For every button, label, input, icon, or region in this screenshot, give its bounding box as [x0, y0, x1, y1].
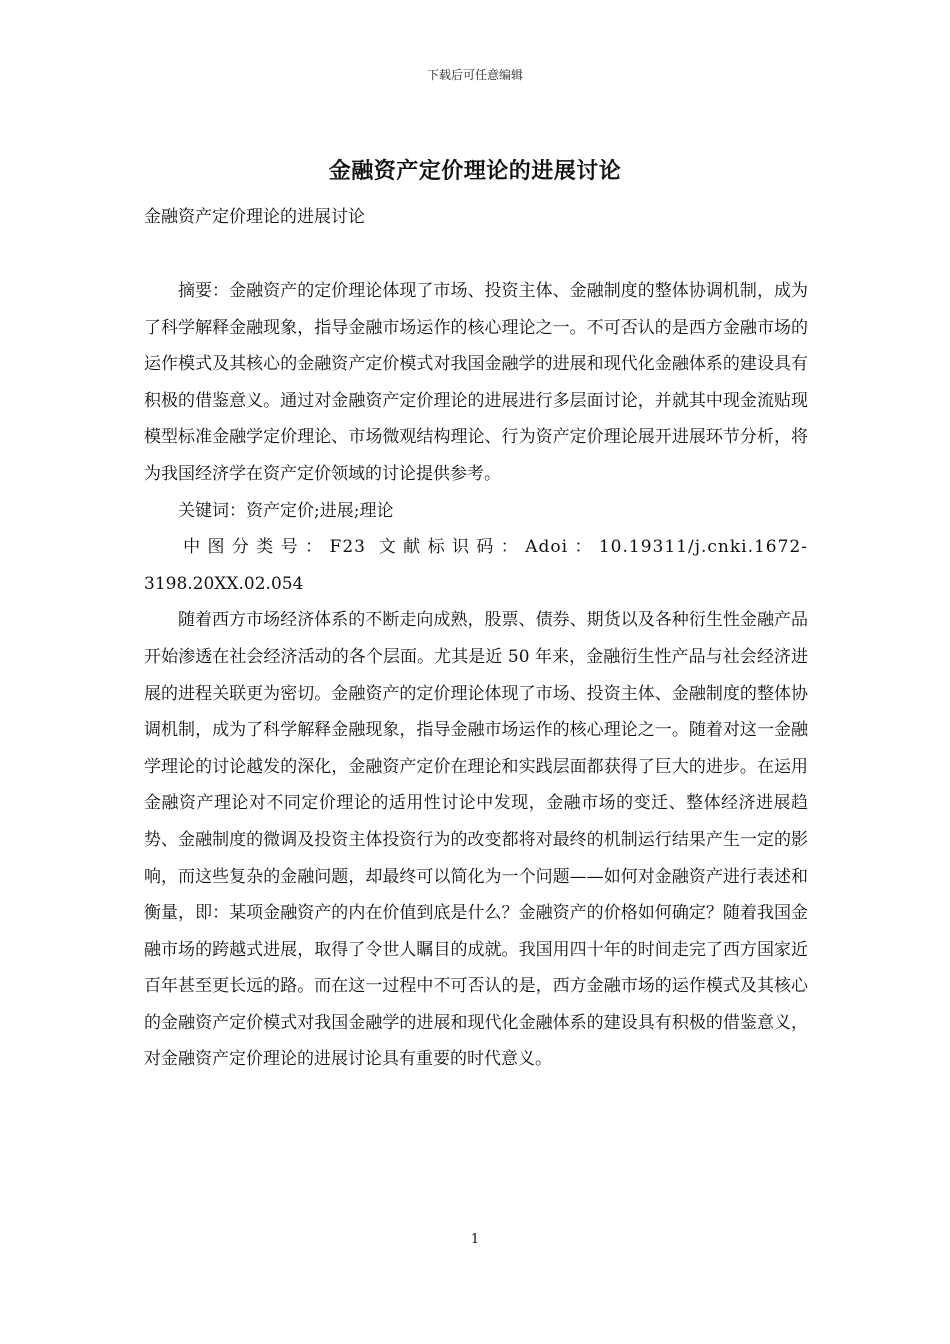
- keywords-line: 关键词：资产定价;进展;理论: [178, 500, 394, 521]
- body-text: [144, 273, 808, 1078]
- body-paragraph: 随着西方市场经济体系的不断走向成熟，股票、债券、期货以及各种衍生性金融产品开始渗透在社会经济活动的各个层面。尤其是近 50 年来，金融衍生性产品与社会经济进展的进程关联更为密切。金融资产的定价理论体现了市场、投资主体、金融制度的整体协调机制，成为了科学解释金融现象，指导金融市场运作的核心理论之一。随着对这一金融学理论的讨论越发的深化，金融资产定价在理论和实践层面都获得了巨大的进步。在运用金融资产理论对不同定价理论的适用性讨论中发现，金融市场的变迁、整体经济进展趋势、金融制度的微调及投资主体投资行为的改变都将对最终的机制运行结果产生一定的影响，而这些复杂的金融问题，却最终可以简化为一个问题——如何对金融资产进行表述和衡量，即：某项金融资产的内在价值到底是什么？金融资产的价格如何确定？随着我国金融市场的跨越式进展，取得了令世人瞩目的成就。我国用四十年的时间走完了西方国家近百年甚至更长远的路。而在这一过程中不可否认的是，西方金融市场的运作模式及其核心的金融资产定价模式对我国金融学的进展和现代化金融体系的建设具有积极的借鉴意义，对金融资产定价理论的进展讨论具有重要的时代意义。: [144, 610, 808, 1070]
- subtitle: 金融资产定价理论的进展讨论: [144, 207, 365, 227]
- page-number: 1: [470, 1232, 480, 1247]
- classification-line: 中图分类号：F23 文献标识码：Adoi：10.19311/j.cnki.1672-: [183, 537, 808, 558]
- page-title: 金融资产定价理论的进展讨论: [328, 159, 622, 184]
- classification-line-continued: 3198.20XX.02.054: [144, 573, 304, 594]
- abstract-paragraph: 摘要：金融资产的定价理论体现了市场、投资主体、金融制度的整体协调机制，成为了科学解释金融现象，指导金融市场运作的核心理论之一。不可否认的是西方金融市场的运作模式及其核心的金融资产定价模式对我国金融学的进展和现代化金融体系的建设具有积极的借鉴意义。通过对金融资产定价理论的进展进行多层面讨论，并就其中现金流贴现模型标准金融学定价理论、市场微观结构理论、行为资产定价理论展开进展环节分析，将为我国经济学在资产定价领域的讨论提供参考。: [144, 281, 808, 484]
- header-note: 下载后可任意编辑: [426, 68, 523, 82]
